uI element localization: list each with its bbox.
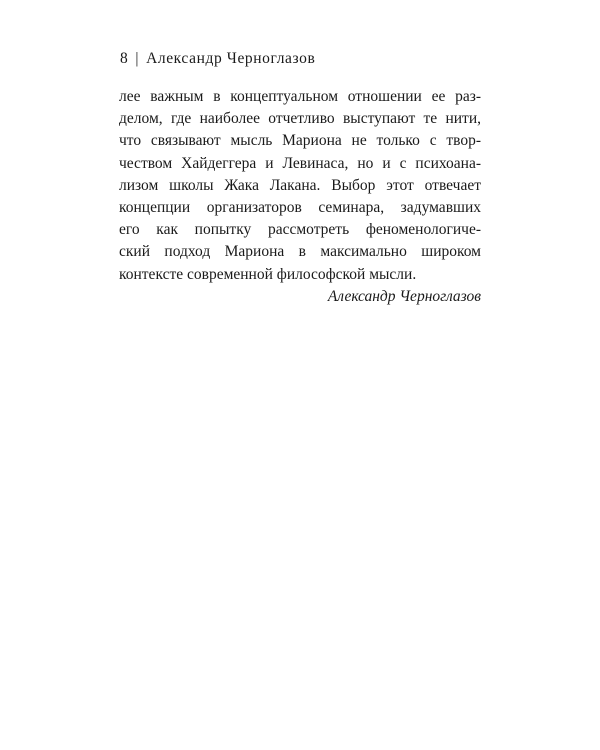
- author-signature: Александр Черноглазов: [327, 287, 481, 305]
- text-line: лее важным в концептуальном отношении ее раз-: [119, 88, 481, 105]
- text-line: контексте современной философской мысли.: [119, 265, 417, 283]
- text-line: его как попытку рассмотреть феноменологиче-: [119, 221, 481, 239]
- text-line: лизом школы Жака Лакана. Выбор этот отвечает: [119, 176, 481, 194]
- header-author: Александр Черноглазов: [146, 50, 316, 67]
- text-line: концепции организаторов семинара, задумавших: [119, 199, 481, 217]
- text-line: ский подход Мариона в максимально широком: [119, 243, 481, 261]
- text-line: что связывают мысль Мариона не только с твор-: [119, 132, 481, 150]
- running-head: [120, 50, 315, 68]
- text-line: чеством Хайдеггера и Левинаса, но и с психоана-: [119, 154, 481, 172]
- body-text: [119, 86, 481, 308]
- page-number: 8: [120, 50, 129, 67]
- text-line: делом, где наиболее отчетливо выступают те нити,: [119, 110, 481, 128]
- header-separator: |: [135, 50, 140, 67]
